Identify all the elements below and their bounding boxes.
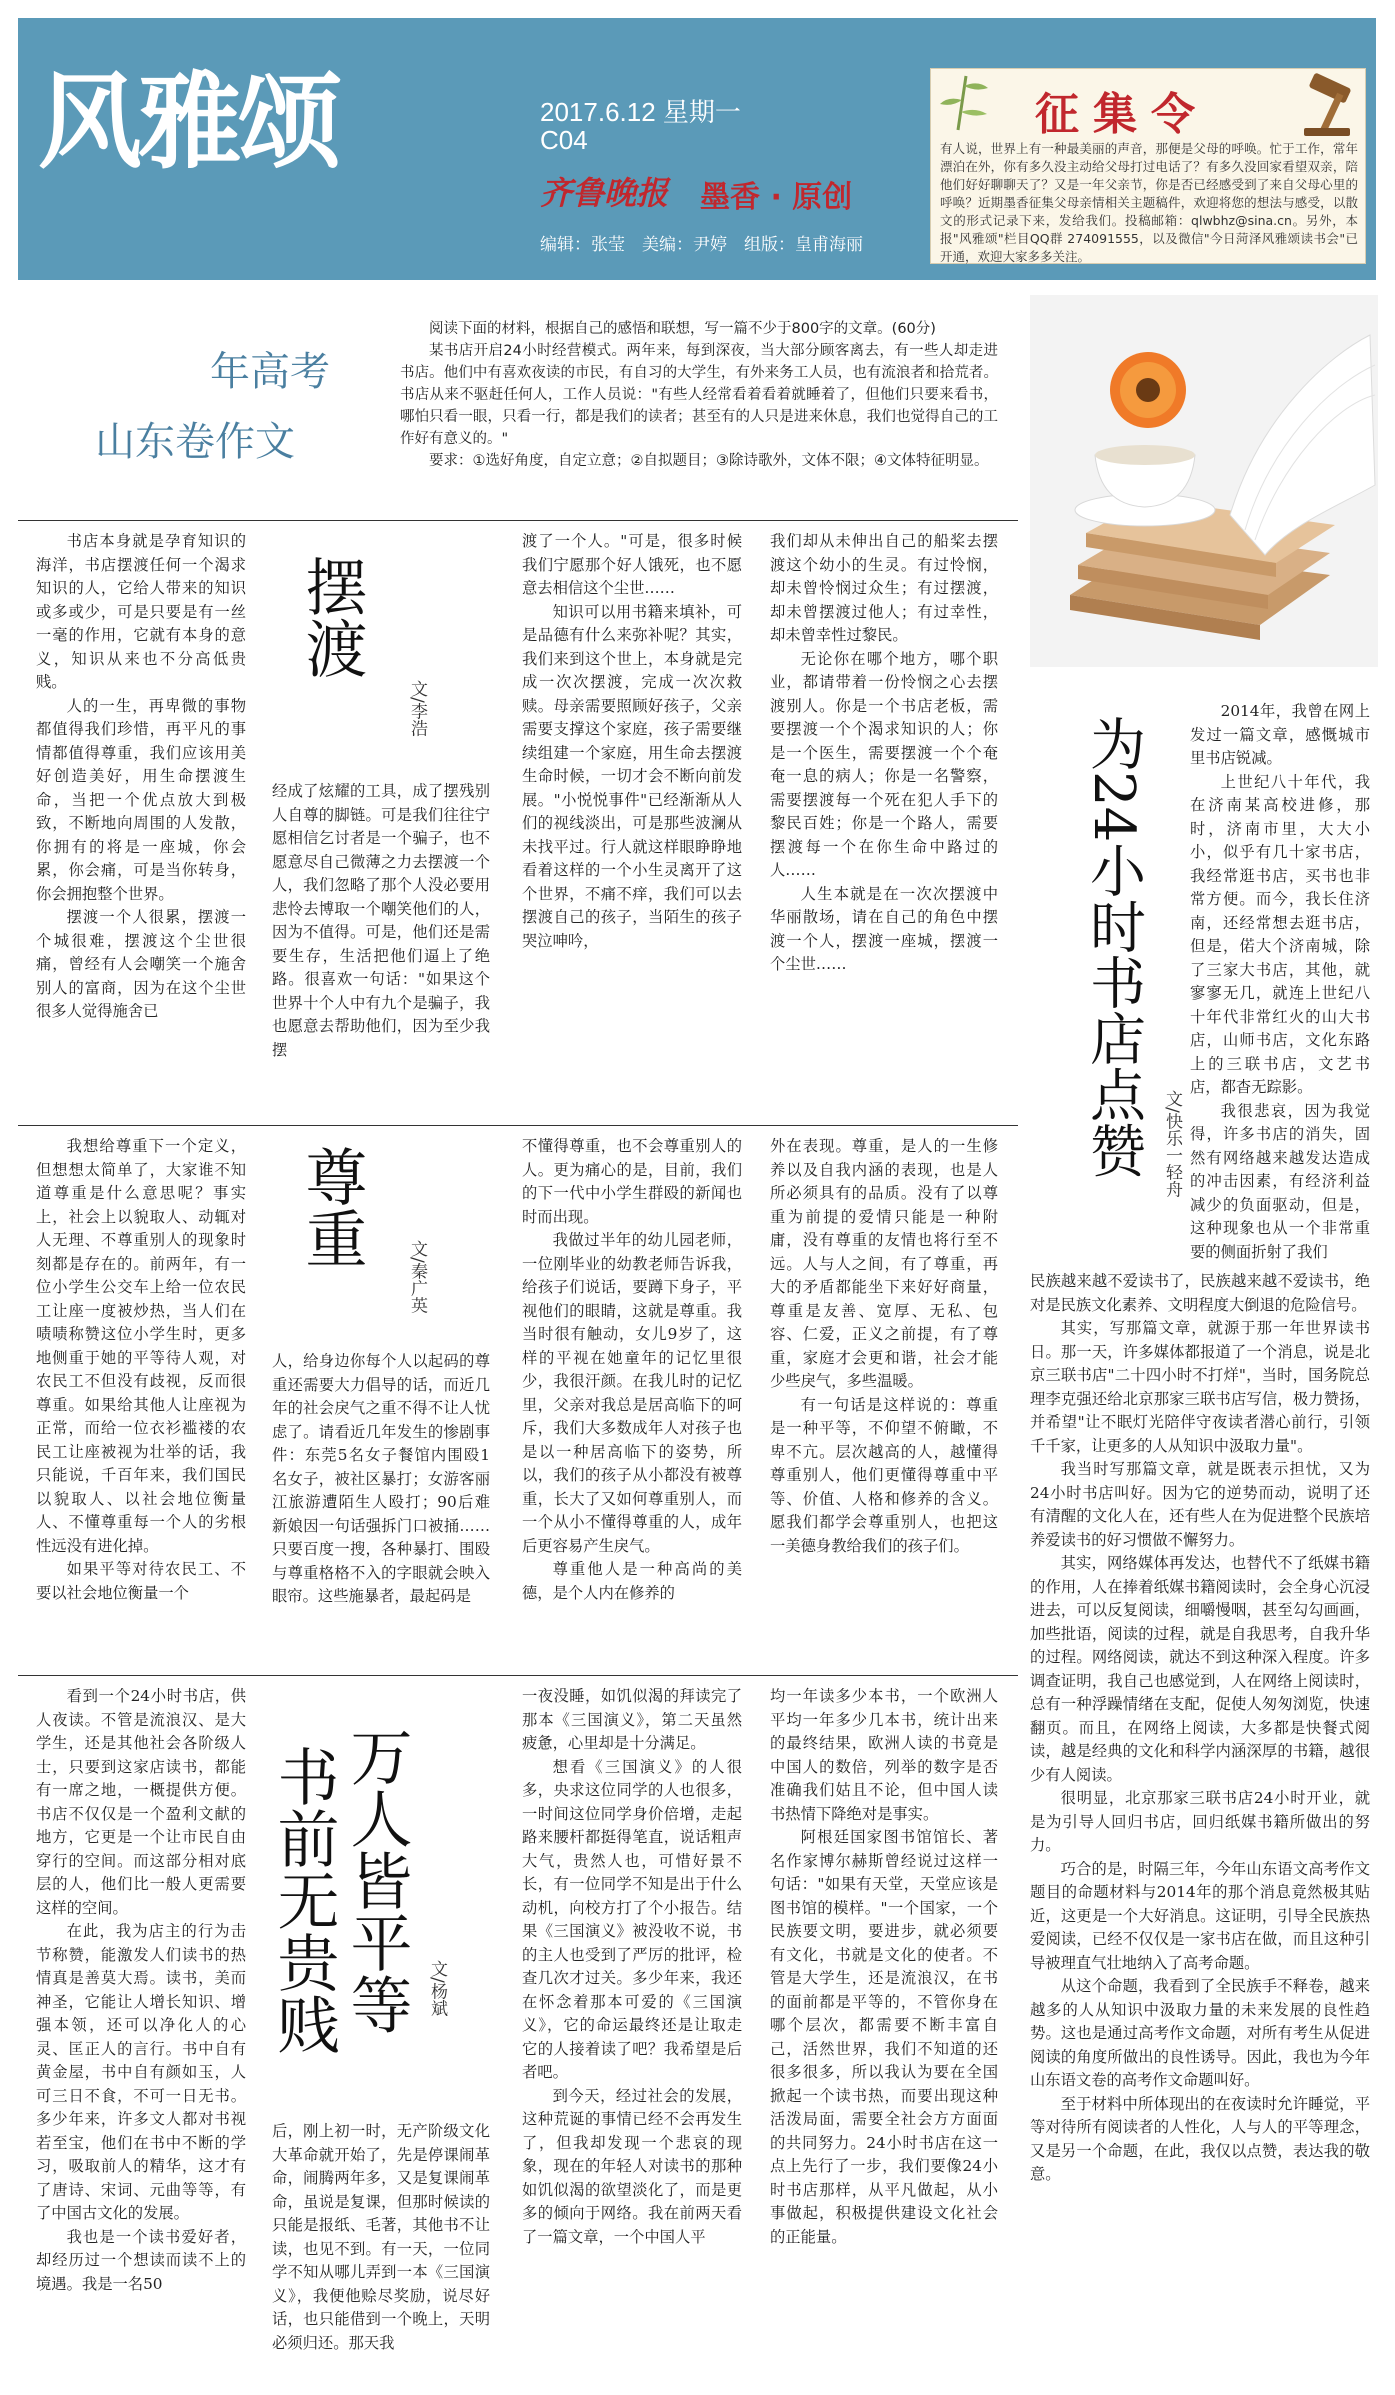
prompt-instruction: 阅读下面的材料，根据自己的感悟和联想，写一篇不少于800字的文章。(60分) [429, 321, 936, 337]
article-body-praise-top [1190, 700, 1370, 1265]
paragraph: 在此，我为店主的行为击节称赞，能激发人们读书的热情真是善莫大焉。读书，美而神圣，它能让人增长知识、增强本领，还可以净化人的心灵、匡正人的言行。书中自有黄金屋，书中自有颜如玉，人可三日不食，不可一日无书。多少年来，许多文人都对书视若至宝，他们在书中不断的学习，吸取前人的精华，这才有了唐诗、宋词、元曲等等，有了中国古文化的发展。 [36, 1922, 246, 2222]
article-body-equal-col1 [36, 1685, 246, 2375]
paragraph: 2014年，我曾在网上发过一篇文章，感慨城市里书店锐减。 [1190, 702, 1370, 767]
article-body-baidu-col1 [36, 530, 246, 1090]
section-divider [18, 1675, 1018, 1676]
paragraph: 尊重他人是一种高尚的美德，是个人内在修养的 [522, 1560, 742, 1602]
paragraph: 人生本就是在一次次摆渡中华丽散场，请在自己的角色中摆渡一个人，摆渡一座城，摆渡一个尘世…… [770, 884, 998, 973]
paragraph: 我们却从未伸出自己的船桨去摆渡这个幼小的生灵。有过怜悯，却未曾怜悯过众生；有过摆渡，却未曾摆渡过他人；有过幸性，却未曾幸性过黎民。 [770, 532, 998, 644]
newspaper-logo: 齐鲁晚报 [540, 174, 669, 212]
article-body-respect-col1 [36, 1135, 246, 1660]
paragraph: 至于材料中所体现出的在夜读时允许睡觉，平等对待所有阅读者的人性化，人与人的平等理念，又是另一个命题，在此，我仅以点赞，表达我的敬意。 [1030, 2094, 1370, 2183]
paragraph: 看到一个24小时书店，供人夜读。不管是流浪汉、是大学生，还是其他社会各阶级人士，只要到这家店读书，都能有一席之地，一概提供方便。书店不仅仅是一个盈利文献的地方，它更是一个让市民自由穿行的空间。而这部分相对底层的人，他们比一般人更需要这样的空间。 [36, 1687, 246, 1917]
paragraph: 摆渡一个人很累，摆渡一个城很难，摆渡这个尘世很痛，曾经有人会嘲笑一个施舍别人的富商，因为在这个尘世很多人觉得施舍已 [36, 908, 246, 1020]
bamboo-icon [938, 72, 1008, 132]
paragraph: 人，给身边你每个人以起码的尊重还需要大力倡导的话，而近几年的社会戾气之重不得不让人忧虑了。请看近几年发生的惨剧事件：东莞5名女子餐馆内围殴1名女子，被社区暴打；女游客丽江旅游遭陌生人殴打；90后难新娘因一句话强拆门口被捅……只要百度一搜，各种暴打、围殴与尊重格格不入的字眼就会映入眼帘。这些施暴者，最起码是 [272, 1352, 490, 1605]
notice-body: 有人说，世界上有一种最美丽的声音，那便是父母的呼唤。忙于工作，常年漂泊在外，你有多久没主动给父母打过电话了？有多久没回家看望双亲，陪他们好好聊聊天了？又是一年父亲节，你是否已经感受到了来自父母心里的呼唤？近期墨香征集父母亲情相关主题稿件，欢迎将您的想法与感受，以散文的形式记录下来，发给我们。投稿邮箱：qlwbhz@sina.cn。另外，本报"风雅颂"栏目QQ群 274091555，以及微信"今日菏泽风雅颂读书会"已开通，欢迎大家多多关注。 [940, 141, 1358, 264]
paragraph: 从这个命题，我看到了全民族手不释卷，越来越多的人从知识中汲取力量的未来发展的良性趋势。这也是通过高考作文命题，对所有考生从促进阅读的角度所做出的良性诱导。因此，我也为今年山东语文卷的高考作文命题叫好。 [1030, 1977, 1370, 2089]
article-author-praise: 文/快乐一轻舟 [1162, 1090, 1182, 1198]
gavel-icon [1300, 70, 1366, 140]
paragraph: 知识可以用书籍来填补，可是品德有什么来弥补呢？其实，我们来到这个世上，本身就是完成一次次摆渡，完成一次次救赎。母亲需要照顾好孩子，父亲需要支撑这个家庭，孩子需要继续组建一个家庭，用生命去摆渡生命时候，一切才会不断向前发展。"小悦悦事件"已经渐渐从人们的视线淡出，可是那些波澜从未找平过。行人就这样眼睁睁地看着这样的一个小生灵离开了这个世界，不痛不痒，我们可以去摆渡自己的孩子，当陌生的孩子哭泣呻吟， [522, 602, 742, 950]
section-tag: 墨香 · 原创 [700, 180, 853, 215]
topic-title-line2: 山东卷作文 [95, 419, 295, 465]
topic-title-line1: 年高考 [210, 349, 330, 395]
paragraph: 均一年读多少本书，一个欧洲人平均一年多少几本书，统计出来的最终结果，欧洲人读的书竟是中国人的数倍，列举的数字是否准确我们姑且不论，但中国人读书热情下降绝对是事实。 [770, 1687, 998, 1823]
article-body-respect-col2 [272, 1350, 490, 1660]
section-masthead: 风雅颂 [38, 61, 339, 183]
article-title-equal-line1: 万人皆平等 [340, 1725, 413, 2035]
paragraph: 一夜没睡，如饥似渴的拜读完了那本《三国演义》，第二天虽然疲惫，心里却是十分满足。 [522, 1687, 742, 1752]
paragraph: 书店本身就是孕育知识的海洋，书店摆渡任何一个渴求知识的人，它给人带来的知识或多或少，可是只要是有一丝一毫的作用，它就有本身的意义，知识从来也不分高低贵贱。 [36, 532, 246, 691]
paragraph: 我也是一个读书爱好者，却经历过一个想读而读不上的境遇。我是一名50 [36, 2227, 246, 2293]
article-title-baidu: 摆渡 [295, 555, 368, 679]
article-body-baidu-col4 [770, 530, 998, 1090]
article-body-respect-col3 [522, 1135, 742, 1660]
paragraph: 外在表现。尊重，是人的一生修养以及自我内涵的表现，也是人所必须具有的品质。没有了以尊重为前提的爱情只能是一种附庸，没有尊重的友情也将行至不远。人与人之间，有了尊重，再大的矛盾都能坐下来好好商量，尊重是友善、宽厚、无私、包容、仁爱，正义之前提，有了尊重，家庭才会更和谐，社会才能少些戾气，多些温暖。 [770, 1137, 998, 1390]
article-body-respect-col4 [770, 1135, 998, 1660]
article-title-respect: 尊重 [295, 1145, 368, 1269]
paragraph: 巧合的是，时隔三年，今年山东语文高考作文题目的命题材料与2014年的那个消息竟然极其贴近，这更是一个大好消息。这证明，引导全民族热爱阅读，已经不仅仅是一家书店在做，而且这种引导被理直气壮地纳入了高考命题。 [1030, 1859, 1370, 1972]
paragraph: 我想给尊重下一个定义，但想想太简单了，大家谁不知道尊重是什么意思呢？事实上，社会上以貌取人、动辄对人无理、不尊重别人的现象时刻都是存在的。前两年，有一位小学生公交车上给一位农民工让座一度被炒热，当人们在啧啧称赞这位小学生时，更多地侧重于她的平等待人观，对农民工不但没有歧视，反而很尊重。如果给其他人让座视为正常，而给一位衣衫褴褛的农民工让座被视为壮举的话，我只能说，千百年来，我们国民以貌取人、以社会地位衡量人、不懂尊重每一个人的劣根性远没有进化掉。 [36, 1137, 246, 1555]
paragraph: 人的一生，再卑微的事物都值得我们珍惜，再平凡的事情都值得尊重，我们应该用美好创造美好，用生命摆渡生命，当把一个优点放大到极致，不断地向周围的人发散，你拥有的将是一座城，你会累，你会痛，可是当你转身，你会拥抱整个世界。 [36, 696, 246, 903]
prompt-requirements: 要求：①选好角度，自定立意；②自拟题目；③除诗歌外，文体不限；④文体特征明显。 [429, 453, 989, 469]
notice-title: 征集令 [1035, 89, 1209, 140]
paragraph: 阿根廷国家图书馆馆长、著名作家博尔赫斯曾经说过这样一句话："如果有天堂，天堂应该是图书馆的模样。"一个国家，一个民族要文明，要进步，就必须要有文化，书就是文化的使者。不管是大学生，还是流浪汉，在书的面前都是平等的，不管你身在哪个层次，都需要不断丰富自己，活然世界，我们不知道的还很多很多，所以我认为要在全国掀起一个读书热，而要出现这种活泼局面，需要全社会方方面面的共同努力。24小时书店在这一点上先行了一步，我们要像24小时书店那样，从平凡做起，从小事做起，积极提供建设文化社会的正能量。 [770, 1828, 998, 2246]
paragraph: 其实，网络媒体再发达，也替代不了纸媒书籍的作用，人在捧着纸媒书籍阅读时，会全身心沉浸进去，可以反复阅读，细嚼慢咽，甚至勾勾画画，加些批语，阅读的过程，就是自我思考，自我升华的过程。网络阅读，就达不到这种深入程度。许多调查证明，我自己也感觉到，人在网络上阅读时，总有一种浮躁情绪在支配，促使人匆匆浏览，快速翻页。而且，在网络上阅读，大多都是快餐式阅读，越是经典的文化和科学内涵深厚的书籍，越很少有人阅读。 [1030, 1554, 1370, 1784]
article-body-praise-main [1030, 1270, 1370, 2375]
paragraph: 渡了一个人。"可是，很多时候我们宁愿那个好人饿死，也不愿意去相信这个尘世…… [522, 532, 742, 597]
editor-credits: 编辑：张莹 美编：尹婷 组版：皇甫海丽 [540, 235, 863, 255]
paragraph: 有一句话是这样说的：尊重是一种平等，不仰望不俯瞰，不卑不亢。层次越高的人，越懂得尊重别人，他们更懂得尊重中平等、价值、人格和修养的含义。愿我们都学会尊重别人，也把这一美德身教给我们的孩子们。 [770, 1395, 998, 1555]
paragraph: 我当时写那篇文章，就是既表示担忧，又为24小时书店叫好。因为它的逆势而动，说明了还有清醒的文化人在，还有些人在为促进整个民族培养爱读书的好习惯做不懈努力。 [1030, 1460, 1370, 1549]
paragraph: 如果平等对待农民工、不要以社会地位衡量一个 [36, 1560, 246, 1602]
paragraph: 想看《三国演义》的人很多，央求这位同学的人也很多，一时间这位同学身价倍增，走起路来腰杆都挺得笔直，说话粗声大气，贵然人也，可惜好景不长，有一位同学不知是出于什么动机，向校方打了个小报告。结果《三国演义》被没收不说，书的主人也受到了严厉的批评，检查几次才过关。多少年来，我还在怀念着那本可爱的《三国演义》，它的命运最终还是让取走它的人接着读了吧？我希望是后者吧。 [522, 1757, 742, 2081]
article-title-equal-line2: 书前无贵贱 [267, 1745, 340, 2055]
paragraph: 到今天，经过社会的发展，这种荒诞的事情已经不会再发生了，但我却发现一个悲哀的现象，现在的年轻人对读书的那种如饥似渴的欲望淡化了，而是更多的倾向于网络。我在前两天看了一篇文章，一个中国人平 [522, 2086, 742, 2246]
article-body-equal-col4 [770, 1685, 998, 2375]
paragraph: 很明显，北京那家三联书店24小时开业，就是为引导人回归书店，回归纸媒书籍所做出的努力。 [1030, 1789, 1370, 1854]
article-body-equal-col3 [522, 1685, 742, 2375]
paragraph: 民族越来越不爱读书了，民族越来越不爱读书，绝对是民族文化素养、文明程度大倒退的危险信号。 [1030, 1272, 1370, 1314]
section-divider [18, 1125, 1018, 1126]
paragraph: 经成了炫耀的工具，成了摆残别人自尊的脚链。可是我们往往宁愿相信乞讨者是一个骗子，也不愿意尽自己微薄之力去摆渡一个人，我们忽略了那个人没必要用悲怜去博取一个嘲笑他们的人，因为不值得。可是，他们还是需要生存，生活把他们逼上了绝路。很喜欢一句话："如果这个世界十个人中有九个是骗子，我也愿意去帮助他们，因为至少我摆 [272, 782, 490, 1059]
paragraph: 无论你在哪个地方，哪个职业，都请带着一份怜悯之心去摆渡别人。你是一个书店老板，需要摆渡一个个渴求知识的人；你是一个医生，需要摆渡一个个奄奄一息的病人；你是一名警察，需要摆渡每一个死在犯人手下的黎民百姓；你是一个路人，需要摆渡每一个在你生命中路过的人…… [770, 649, 998, 879]
article-body-baidu-col2 [272, 780, 490, 1090]
paragraph: 上世纪八十年代，我在济南某高校进修，那时，济南市里，大大小小，似乎有几十家书店，我经常逛书店，买书也非常方便。而今，我长住济南，还经常想去逛书店，但是，偌大个济南城，除了三家大书店，其他，就寥寥无几，就连上世纪八十年代非常红火的山大书店，山师书店，文化东路上的三联书店，文艺书店，都杳无踪影。 [1190, 772, 1370, 1096]
paragraph: 我做过半年的幼儿园老师，一位刚毕业的幼教老师告诉我，给孩子们说话，要蹲下身子，平视他们的眼睛，这就是尊重。我当时很有触动，女儿9岁了，这样的平视在她童年的记忆里很少，我很汗颜。在我儿时的记忆里，父亲对我总是居高临下的呵斥，我们大多数成年人对孩子也是以一种居高临下的姿势，所以，我们的孩子从小都没有被尊重，长大了又如何尊重别人，而一个从小不懂得尊重的人，成年后更容易产生戾气。 [522, 1231, 742, 1555]
issue-date: 2017.6.12 星期一 [540, 97, 741, 127]
page-number: C04 [540, 125, 588, 155]
article-author-respect: 文/秦广英 [407, 1240, 427, 1314]
article-body-equal-col2 [272, 2120, 490, 2375]
paragraph: 其实，写那篇文章，就源于那一年世界读书日。那一天，许多媒体都报道了一个消息，说是北京三联书店"二十四小时不打烊"，当时，国务院总理李克强还给北京那家三联书店写信，极力赞扬，并希望"让不眠灯光陪伴守夜读者潜心前行，引领千千家，让更多的人从知识中汲取力量"。 [1030, 1319, 1370, 1455]
section-divider [18, 520, 1018, 521]
paragraph: 后，刚上初一时，无产阶级文化大革命就开始了，先是停课闹革命，闹腾两年多，又是复课闹革命，虽说是复课，但那时候读的只能是报纸、毛著，其他书不让读，也见不到。有一天，一位同学不知从哪儿弄到一本《三国演义》，我便他赊尽奖励，说尽好话，也只能借到一个晚上，天明必须归还。那天我 [272, 2122, 490, 2352]
gerbera-flower-icon [1110, 352, 1186, 428]
article-body-baidu-col3 [522, 530, 742, 1090]
exam-prompt [400, 318, 998, 472]
article-author-baidu: 文/李浩 [407, 680, 427, 737]
paragraph: 不懂得尊重，也不会尊重别人的人。更为痛心的是，目前，我们的下一代中小学生群殴的新闻也时而出现。 [522, 1137, 742, 1226]
books-teacup-photo [1030, 295, 1378, 667]
article-author-equal: 文/杨斌 [427, 1960, 447, 2017]
article-title-praise: 为24小时书店点赞 [1081, 715, 1146, 1179]
paragraph: 我很悲哀，因为我觉得，许多书店的消失，固然有网络越来越发达造成的冲击因素，有经济利益减少的负面驱动，但是，这种现象也从一个非常重要的侧面折射了我们 [1190, 1101, 1370, 1261]
prompt-material: 某书店开启24小时经营模式。两年来，每到深夜，当大部分顾客离去，有一些人却走进书店。他们中有喜欢夜读的市民，有自习的大学生，有外来务工人员，也有流浪者和拾荒者。书店从来不驱赶任何人，工作人员说："有些人经常看着看着就睡着了，但他们只要来看书，哪怕只看一眼，只看一行，都是我们的读者；甚至有的人只是进来休息，我们也觉得自己的工作好有意义的。" [400, 343, 998, 447]
